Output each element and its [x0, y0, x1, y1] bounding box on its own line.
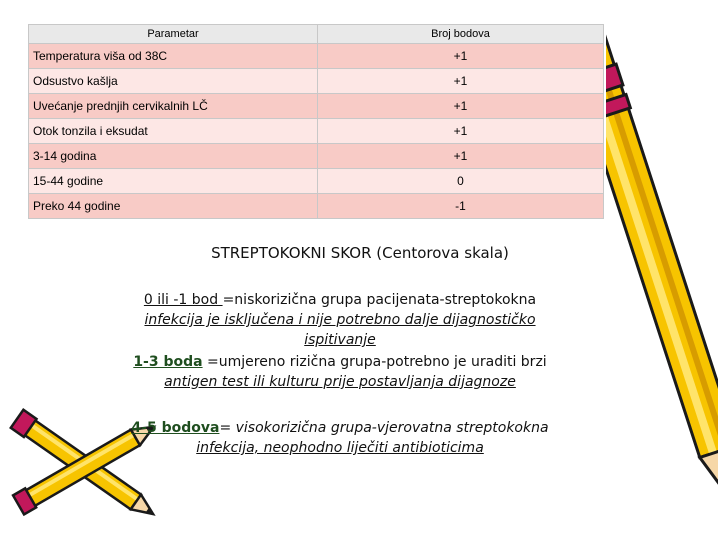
score-low-text3: ispitivanje	[304, 332, 376, 348]
table-row	[29, 44, 604, 69]
score-mid-text1: =umjereno rizična grupa-potrebno je uraditi brzi	[202, 354, 547, 370]
row-label: Preko 44 godine	[29, 194, 318, 219]
table-row	[29, 94, 604, 119]
row-label: Temperatura viša od 38C	[29, 44, 318, 69]
score-low-key: 0 ili -1 bod	[143, 292, 223, 308]
table-row	[29, 119, 604, 144]
score-low-text2: infekcija je isključena i nije potrebno dalje dijagnostičko	[144, 312, 536, 328]
score-high-text1: = visokorizična grupa-vjerovatna streptokokna	[219, 420, 549, 436]
score-high-key: 4-5 bodova	[131, 420, 220, 436]
score-high-text2: infekcija, neophodno liječiti antibioticima	[196, 440, 484, 456]
table-row	[29, 69, 604, 94]
row-label: Otok tonzila i eksudat	[29, 119, 318, 144]
score-low-paragraph	[60, 290, 620, 350]
table-row	[29, 144, 604, 169]
table-row	[29, 169, 604, 194]
score-mid-key: 1-3 boda	[133, 354, 203, 370]
row-value: 0	[318, 169, 604, 194]
row-label: Odsustvo kašlja	[29, 69, 318, 94]
row-value: +1	[318, 94, 604, 119]
header-parametar: Parametar	[29, 25, 318, 44]
score-mid-text2: antigen test ili kulturu prije postavljanja dijagnoze	[164, 374, 516, 390]
header-bodovi: Broj bodova	[318, 25, 604, 44]
score-mid-paragraph	[60, 352, 620, 392]
score-high-paragraph	[60, 418, 620, 458]
centor-score-table	[28, 24, 604, 219]
page-title: STREPTOKOKNI SKOR (Centorova skala)	[211, 244, 509, 262]
row-label: Uvećanje prednjih cervikalnih LČ	[29, 94, 318, 119]
row-value: -1	[318, 194, 604, 219]
row-value: +1	[318, 119, 604, 144]
row-value: +1	[318, 44, 604, 69]
pencil-icon	[606, 0, 718, 540]
row-value: +1	[318, 144, 604, 169]
row-label: 15-44 godine	[29, 169, 318, 194]
table-row	[29, 194, 604, 219]
table-header	[29, 25, 604, 44]
row-label: 3-14 godina	[29, 144, 318, 169]
score-low-text1: =niskorizična grupa pacijenata-streptokokna	[222, 292, 537, 308]
row-value: +1	[318, 69, 604, 94]
